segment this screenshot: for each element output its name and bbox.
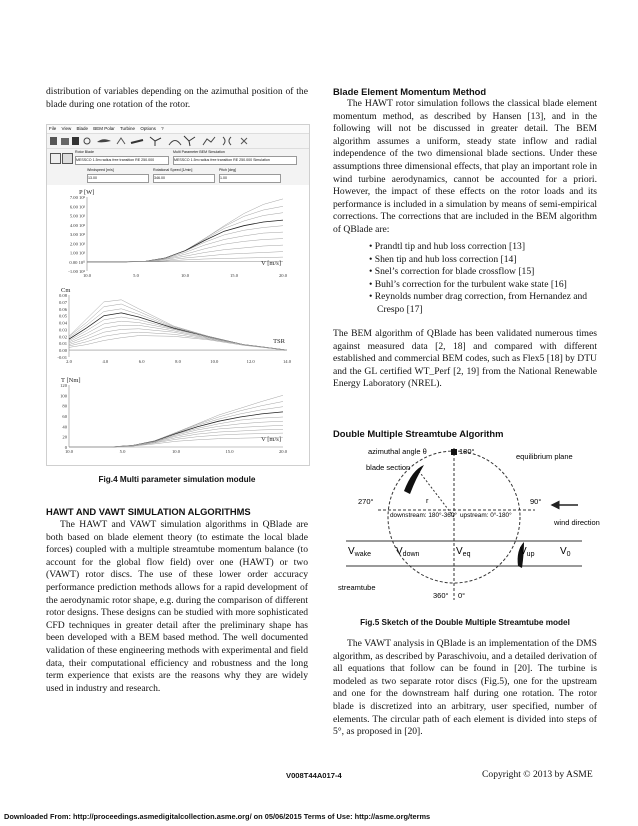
view-toggle-icon[interactable] — [50, 153, 61, 164]
y-tick-label: 0 — [64, 445, 67, 450]
series-line — [87, 245, 283, 262]
y-tick-label: 0.05 — [58, 313, 67, 319]
list-item: • Snel’s correction for blade crossflow [15] — [333, 266, 597, 279]
paper-id: V008T44A017-4 — [286, 771, 342, 780]
chart-title: P [W] — [79, 189, 95, 196]
menu-options[interactable]: Options — [140, 126, 156, 131]
y-tick-label: 5.00 10³ — [69, 213, 85, 219]
menu-bar — [47, 125, 309, 134]
menu-file[interactable]: File — [49, 126, 57, 131]
zoom-icon[interactable] — [84, 138, 90, 144]
vawt-icon[interactable] — [223, 137, 231, 145]
y-tick-label: 0.03 — [58, 327, 67, 333]
x-tick-label: 14.0 — [282, 359, 292, 364]
series-line — [87, 220, 283, 262]
intro-paragraph: distribution of variables depending on the azimuthal position of the blade during one rotation of the rotor. — [46, 86, 308, 110]
rotational-label: Rotational Speed [1/min] — [153, 168, 193, 172]
y-tick-label: -0.01 — [57, 355, 67, 360]
rotor-blade-label: Rotor Blade — [75, 150, 94, 154]
wind-direction-label: wind direction — [554, 518, 600, 527]
chart-title: Cm — [61, 287, 71, 294]
fig5-caption: Fig.5 Sketch of the Double Multiple Streamtube model — [360, 618, 570, 627]
windspeed-select[interactable]: 13.00 — [87, 174, 149, 183]
veq-label: $V_{eq}$ — [456, 546, 471, 558]
x-tick-label: 20.0 — [278, 449, 288, 454]
y-tick-label: 3.00 10³ — [69, 232, 85, 237]
menu-blade[interactable]: Blade — [76, 126, 88, 131]
downstream-label: downstream: 180°-360° — [390, 512, 457, 519]
equilibrium-plane-label: equilibrium plane — [516, 452, 573, 461]
x-tick-label: 12.0 — [246, 359, 255, 364]
save-icon[interactable] — [72, 137, 79, 145]
series-line — [69, 317, 287, 350]
x-axis-label: TSR — [273, 338, 285, 345]
deg90-label: 90° — [530, 497, 542, 506]
chart-title: T [Nm] — [61, 377, 81, 384]
x-tick-label: 10.0 — [210, 359, 219, 364]
windspeed-label: Windspeed [m/s] — [87, 168, 114, 172]
y-tick-label: 0.06 — [58, 306, 67, 312]
pitch-label: Pitch [deg] — [219, 168, 236, 172]
x-tick-label: 4.0 — [102, 359, 109, 364]
deg270-label: 270° — [358, 497, 374, 506]
streamtube-label: streamtube — [338, 583, 376, 592]
y-tick-label: 40 — [62, 424, 67, 430]
azimuthal-label: azimuthal angle θ — [368, 447, 427, 456]
simulation-label: Multi Parameter BEM Simulation — [173, 150, 225, 154]
polar-icon[interactable] — [117, 138, 125, 144]
bem-heading: Blade Element Momentum Method — [333, 86, 487, 97]
list-item: • Buhl’s correction for the turbulent wake state [16] — [333, 279, 597, 292]
upstream-label: upstream: 0°-180° — [460, 512, 512, 519]
y-tick-label: 0.08 — [58, 293, 67, 298]
series-line — [69, 412, 283, 447]
blade-icon[interactable] — [131, 140, 143, 143]
rotor-blade-select[interactable]: MESSCO 1.5m radius free transition RE 250.000 — [75, 156, 169, 165]
y-tick-label: 0.00 — [58, 348, 67, 354]
list-item: • Reynolds number drag correction, from Hernandez and Crespo [17] — [333, 291, 597, 316]
deg180-label: 180° — [459, 447, 475, 456]
vwake-label: $V_{wake}$ — [348, 546, 372, 558]
vup-label: $V_{up}$ — [520, 546, 535, 558]
vawt-paragraph: The VAWT analysis in QBlade is an implementation of the DMS algorithm, as described by Paraschivoiu, and a detailed derivation of all equations that follow can be found in [20]. The turbine is modeled as two separate rotor discs (Fig.5), one for the upstream and one for the downstream half during one rotation. The rotor blade is discretized into an arbitrary, user specified, number of elements. The circular path of each element is divided into steps of 5°, as proposed in [20]. — [333, 638, 597, 738]
menu-turbine[interactable]: Turbine — [119, 126, 136, 131]
y-tick-label: 80 — [62, 403, 67, 409]
bem-paragraph: The HAWT rotor simulation follows the classical blade element momentum method, as described by Hansen [13], and in the following will not be discussed in greater detail. The BEM algorithm assumes a uniform, steady state inflow and radial independence of the two dimensional blade sections. Under these assumptions three dimensional effects, that play an important role in wind turbine aerodynamics, cannot be accounted for a priori. However, the impact of these effects on the rotor loads and its performance is included in a simulation by means of semi-empirical corrections. The corrections that are included in the BEM algorithm of QBlade are: — [333, 98, 597, 235]
hawt-paragraph: The HAWT and VAWT simulation algorithms in QBlade are both based on blade element theory (to estimate the local blade forces) coupled with a multiple streamtube momentum balance (to account for the global flow field) over one (HAWT) or two (VAWT) rotor discs. The use of these lower order accuracy performance prediction methods allows for a rapid development of the aerodynamic rotor shape, e.g. during the comparison of different rotor designs. These designs can be studied with more sophisticated CFD techniques in greater detail after the preliminary shape has been developed with a BEM based method. The well documented validation of these engineering methods with experimental and field data, their computational efficiency and robustness and the long term experience that exists are the reasons why they are widely used in industry and research. — [46, 519, 308, 694]
series-line — [87, 239, 283, 262]
y-tick-label: 1.00 10³ — [69, 250, 85, 256]
dms-heading: Double Multiple Streamtube Algorithm — [333, 428, 504, 439]
series-line — [69, 304, 287, 350]
azimuth-marker — [451, 449, 457, 455]
rotor-icon[interactable] — [150, 137, 161, 146]
series-line — [69, 437, 283, 447]
v0-label: $V_0$ — [560, 546, 571, 558]
r-label: r — [426, 496, 429, 505]
menu-bem-polar[interactable]: BEM Polar — [93, 126, 115, 131]
pitch-select[interactable]: 1.00 — [219, 174, 281, 183]
y-tick-label: 0.02 — [58, 334, 67, 340]
series-line — [69, 417, 283, 447]
turbine-icon[interactable] — [184, 136, 195, 146]
y-tick-label: 7.00 10³ — [69, 195, 85, 200]
y-tick-label: 20 — [62, 434, 67, 440]
qblade-screenshot — [46, 124, 310, 466]
y-tick-label: 4.00 10³ — [69, 222, 85, 228]
x-tick-label: 15.0 — [229, 273, 239, 278]
deg0-label: 0° — [458, 591, 466, 600]
blade-section-label: blade section — [366, 463, 411, 472]
series-line — [87, 206, 283, 261]
y-tick-label: 0.00 10⁰ — [69, 259, 85, 265]
rotor-blade-row — [47, 149, 309, 167]
fig4-caption: Fig.4 Multi parameter simulation module — [98, 475, 256, 484]
x-tick-label: 10.0 — [64, 449, 74, 454]
x-axis-label: V [m/s] — [261, 260, 281, 267]
simulation-select[interactable]: MESSCO 1.5m radius free transition RE 250.000 Simulation — [173, 156, 297, 165]
x-axis-label: V [m/s] — [261, 436, 281, 443]
series-line — [87, 252, 283, 262]
bem-corrections-list — [333, 241, 597, 317]
x-tick-label: 20.0 — [278, 273, 288, 278]
airfoil-icon[interactable] — [97, 139, 111, 142]
graph-icon[interactable] — [203, 137, 215, 145]
simulation-graphs — [47, 185, 309, 465]
y-tick-label: 0.07 — [58, 299, 67, 305]
download-note[interactable]: Downloaded From: http://proceedings.asmedigitalcollection.asme.org/ on 05/06/2015 Terms of Use: http://asme.org/terms — [4, 812, 431, 821]
y-tick-label: 120 — [60, 383, 67, 388]
menu-help[interactable]: ? — [161, 126, 164, 131]
y-tick-label: 100 — [60, 393, 67, 399]
dms-sketch — [330, 440, 600, 610]
y-tick-label: 2.00 10³ — [69, 241, 85, 247]
vdown-label: $V_{down}$ — [396, 546, 420, 558]
copyright: Copyright © 2013 by ASME — [482, 769, 593, 780]
x-tick-label: 10.0 — [180, 273, 190, 278]
series-line — [69, 336, 287, 351]
x-tick-label: 2.0 — [66, 359, 72, 364]
series-line — [69, 425, 283, 447]
y-tick-label: 0.01 — [58, 341, 67, 347]
settings-icon[interactable] — [241, 138, 247, 144]
rotational-select[interactable]: 346.00 — [153, 174, 215, 183]
bem-icon[interactable] — [169, 141, 181, 146]
y-tick-label: 6.00 10³ — [69, 204, 85, 210]
open-icon[interactable] — [61, 138, 69, 145]
new-file-icon[interactable] — [50, 137, 57, 145]
x-tick-label: 5.0 — [133, 273, 139, 278]
deg360-label: 360° — [433, 591, 449, 600]
y-tick-label: -1.00 10³ — [68, 269, 85, 274]
series-line — [69, 329, 287, 350]
list-item: • Prandtl tip and hub loss correction [13] — [333, 241, 597, 254]
menu-view[interactable]: View — [61, 126, 72, 131]
y-tick-label: 60 — [62, 414, 67, 419]
hawt-heading: HAWT AND VAWT SIMULATION ALGORITHMS — [46, 506, 251, 517]
x-tick-label: 10.0 — [82, 273, 92, 278]
series-line — [69, 402, 283, 448]
bem-paragraph-2: The BEM algorithm of QBlade has been validated numerous times against measured data [2, 18] and compared with different established and commercial BEM codes, such as Flex5 [18] by DTU and the GL certified WT_Perf [2, 19] from the National Renewable Energy Laboratory (NREL). — [333, 328, 597, 390]
x-tick-label: 5.0 — [119, 449, 126, 454]
list-item: • Shen tip and hub loss correction [14] — [333, 254, 597, 267]
toolbar — [47, 134, 309, 149]
x-tick-label: 8.0 — [175, 359, 181, 364]
x-tick-label: 6.0 — [138, 359, 145, 364]
x-tick-label: 15.0 — [225, 449, 234, 454]
graph-toggle-icon[interactable] — [62, 153, 73, 164]
x-tick-label: 10.0 — [171, 449, 181, 454]
parameter-row — [47, 167, 309, 186]
series-line — [69, 429, 283, 447]
y-tick-label: 0.04 — [58, 320, 67, 326]
